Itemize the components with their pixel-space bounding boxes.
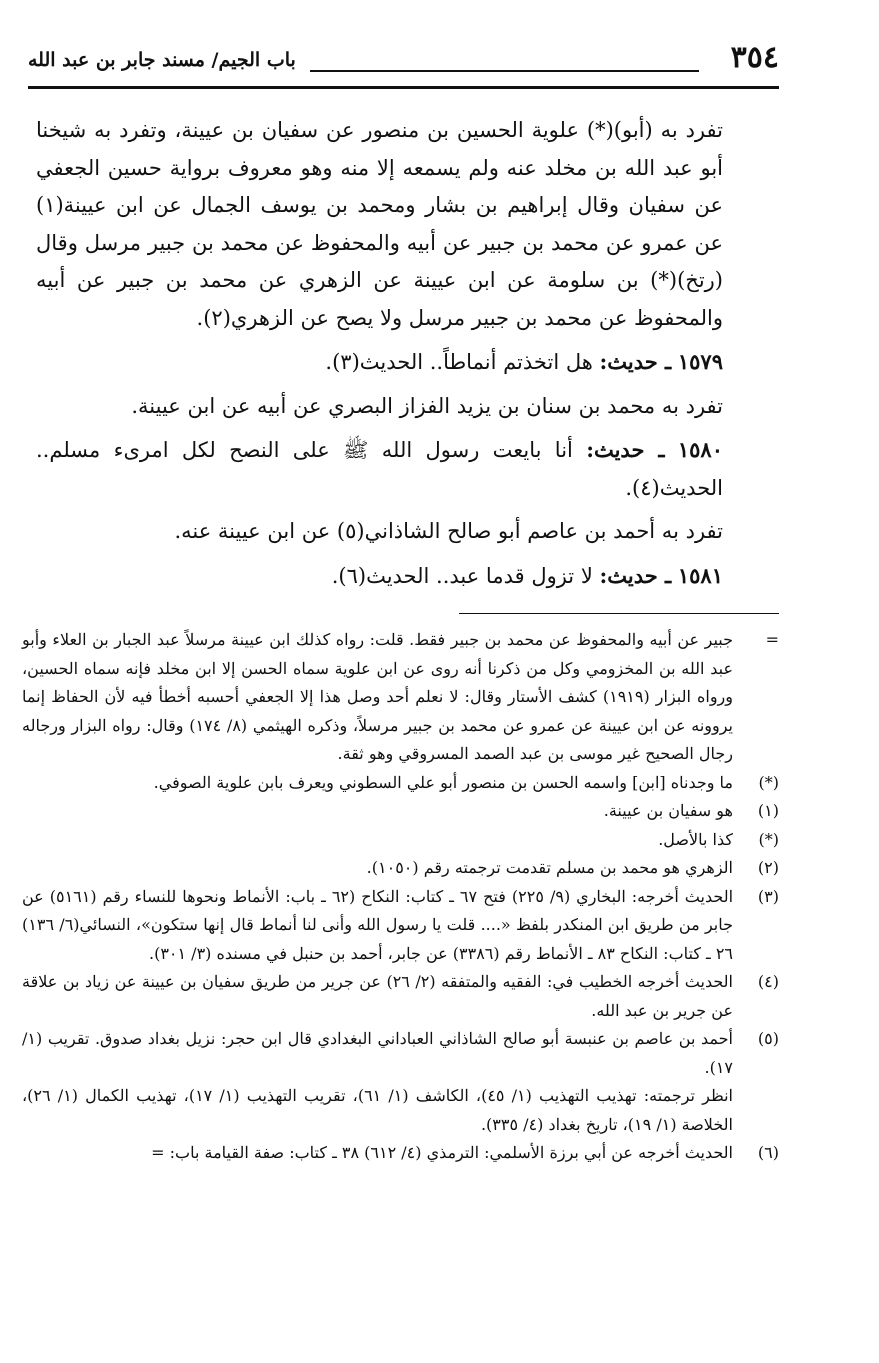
hadith-number: ١٥٧٩ [677,349,723,374]
footnote-mark: (١) [757,801,779,820]
footnote-text: كذا بالأصل. [658,829,733,849]
footnote-4 [22,968,779,1025]
footnote-separator [459,613,779,614]
footnote-continuation [22,626,779,769]
hadith-1579-note: تفرد به محمد بن سنان بن يزيد الفزاز البصري عن أبيه عن ابن عيينة. [131,393,723,418]
footnote-star-1 [22,769,779,798]
page-number: ٣٥٤ [730,40,779,75]
footnote-mark: (٢) [757,858,779,877]
footnote-mark [733,1082,779,1139]
hadith-keyword: ـ حديث: [586,437,665,462]
footnote-mark: (*) [758,829,779,849]
header-decorative-line [310,70,699,72]
footnote-6 [22,1139,779,1168]
footnote-star-2 [22,826,779,855]
footnote-3 [22,883,779,969]
hadith-1581 [36,557,779,596]
footnote-5 [22,1025,779,1082]
footnote-text: انظر ترجمته: تهذيب التهذيب (١/ ٤٥)، الكاشف (١/ ٦١)، تقريب التهذيب (١/ ١٧)، تهذيب الكمال (١/ ٢٦)، الخلاصة (١/ ١٩)، تاريخ بغداد (٤/ ٣٣٥). [22,1086,733,1134]
hadith-1579 [36,343,779,382]
footnote-mark: (٦) [757,1143,779,1162]
footnote-text: الزهري هو محمد بن مسلم تقدمت ترجمته رقم (١٠٥٠). [366,858,733,877]
footnote-1 [22,797,779,826]
footnote-mark: = [765,630,779,649]
footnote-2 [22,854,779,883]
footnote-mark: (*) [758,772,779,792]
footnote-text: الحديث أخرجه عن أبي برزة الأسلمي: الترمذي (٤/ ٦١٢) ٣٨ ـ كتاب: صفة القيامة باب: = [151,1143,733,1162]
hadith-1580-note: تفرد به أحمد بن عاصم أبو صالح الشاذاني(٥) عن ابن عيينة عنه. [174,519,723,543]
footnote-text: ما وجدناه [ابن] واسمه الحسن بن منصور أبو علي السطوني ويعرف بابن علوية الصوفي. [153,772,733,792]
footnote-text: الحديث أخرجه الخطيب في: الفقيه والمتفقه (٢/ ٢٦) عن جرير من طريق سفيان بن عيينة عن زياد بن علاقة عن جرير بن عبد الله. [22,972,734,1020]
hadith-text: أنا بايعت رسول الله ﷺ على النصح لكل امرىء مسلم.. الحديث(٤). [36,438,723,500]
footnote-mark: (٥) [757,1029,779,1048]
hadith-number: ١٥٨١ [677,562,723,588]
footnote-text: جبير عن أبيه والمحفوظ عن محمد بن جبير فقط. قلت: رواه كذلك ابن عيينة مرسلاً عبد الجبار بن العلاء وأبو عبد الله بن المخزومي وكل من ذكرنا أنه روى عن ابن علوية سماه الحسن إلا ابن مخلد فإنه سماه الحسين، ورواه البزار (١٩١٩) كشف الأستار وقال: لا نعلم أحد وصل هذا إلا الجعفي أحسبه أخطأ فيه لأن الحفاظ إنما يروونه عن ابن عيينة عن عمرو عن محمد بن جبير مرسلاً، وذكره الهيثمي (٨/ ١٧٤) وقال: رواه البزار ورجاله رجال الصحيح غير موسى بن عبد الصمد المسروقي وهو ثقة. [22,630,734,763]
hadith-keyword: ـ حديث: [599,349,672,374]
hadith-1580 [36,431,779,507]
footnotes [22,626,779,1168]
paragraph-1: تفرد به (أبو)(*) علوية الحسين بن منصور عن سفيان بن عيينة، وتفرد به شيخنا أبو عبد الله بن مخلد عنه ولم يسمعه إلا منه وهو معروف برواية حسين الجعفي عن سفيان وقال إبراهيم بن بشار ومحمد بن يوسف الجمال عن ابن عيينة(١) عن عمرو عن محمد بن جبير عن أبيه والمحفوظ عن محمد بن جبير مرسل وقال (رتخ)(*) بن سلومة عن ابن عيينة عن الزهري عن محمد بن جبير عن أبيه والمحفوظ عن محمد بن جبير مرسل ولا يصح عن الزهري(٢). [36,118,723,330]
hadith-keyword: ـ حديث: [599,562,672,588]
hadith-text: لا تزول قدما عبد.. الحديث(٦). [331,563,593,588]
footnote-5-continued [22,1082,779,1139]
footnote-text: هو سفيان بن عيينة. [603,801,733,820]
footnote-mark: (٤) [757,972,779,991]
running-head: باب الجيم/ مسند جابر بن عبد الله [28,49,296,71]
footnote-text: الحديث أخرجه: البخاري (٩/ ٢٢٥) فتح ٦٧ ـ كتاب: النكاح (٦٢ ـ باب: الأنماط ونحوها للنساء رقم (٥١٦١) عن جابر من طريق ابن المنكدر بلفظ «.... قلت يا رسول الله وأنى لنا أنماط قال إنها ستكون»، النسائي(٦/ ١٣٦) ٢٦ ـ كتاب: النكاح ٨٣ ـ الأنماط رقم (٣٣٨٦) عن جابر، أحمد بن حنبل في مسنده (٣/ ٣٠١). [22,886,734,963]
footnote-mark: (٣) [757,886,779,906]
header-rule [28,86,779,89]
footnote-text: أحمد بن عاصم بن عنبسة أبو صالح الشاذاني العباداني البغدادي قال ابن حجر: نزيل بغداد صدوق. تقريب (١/ ١٧). [22,1029,733,1077]
hadith-text: هل اتخذتم أنماطاً.. الحديث(٣). [325,350,593,374]
hadith-number: ١٥٨٠ [677,437,723,462]
main-text [36,112,779,595]
